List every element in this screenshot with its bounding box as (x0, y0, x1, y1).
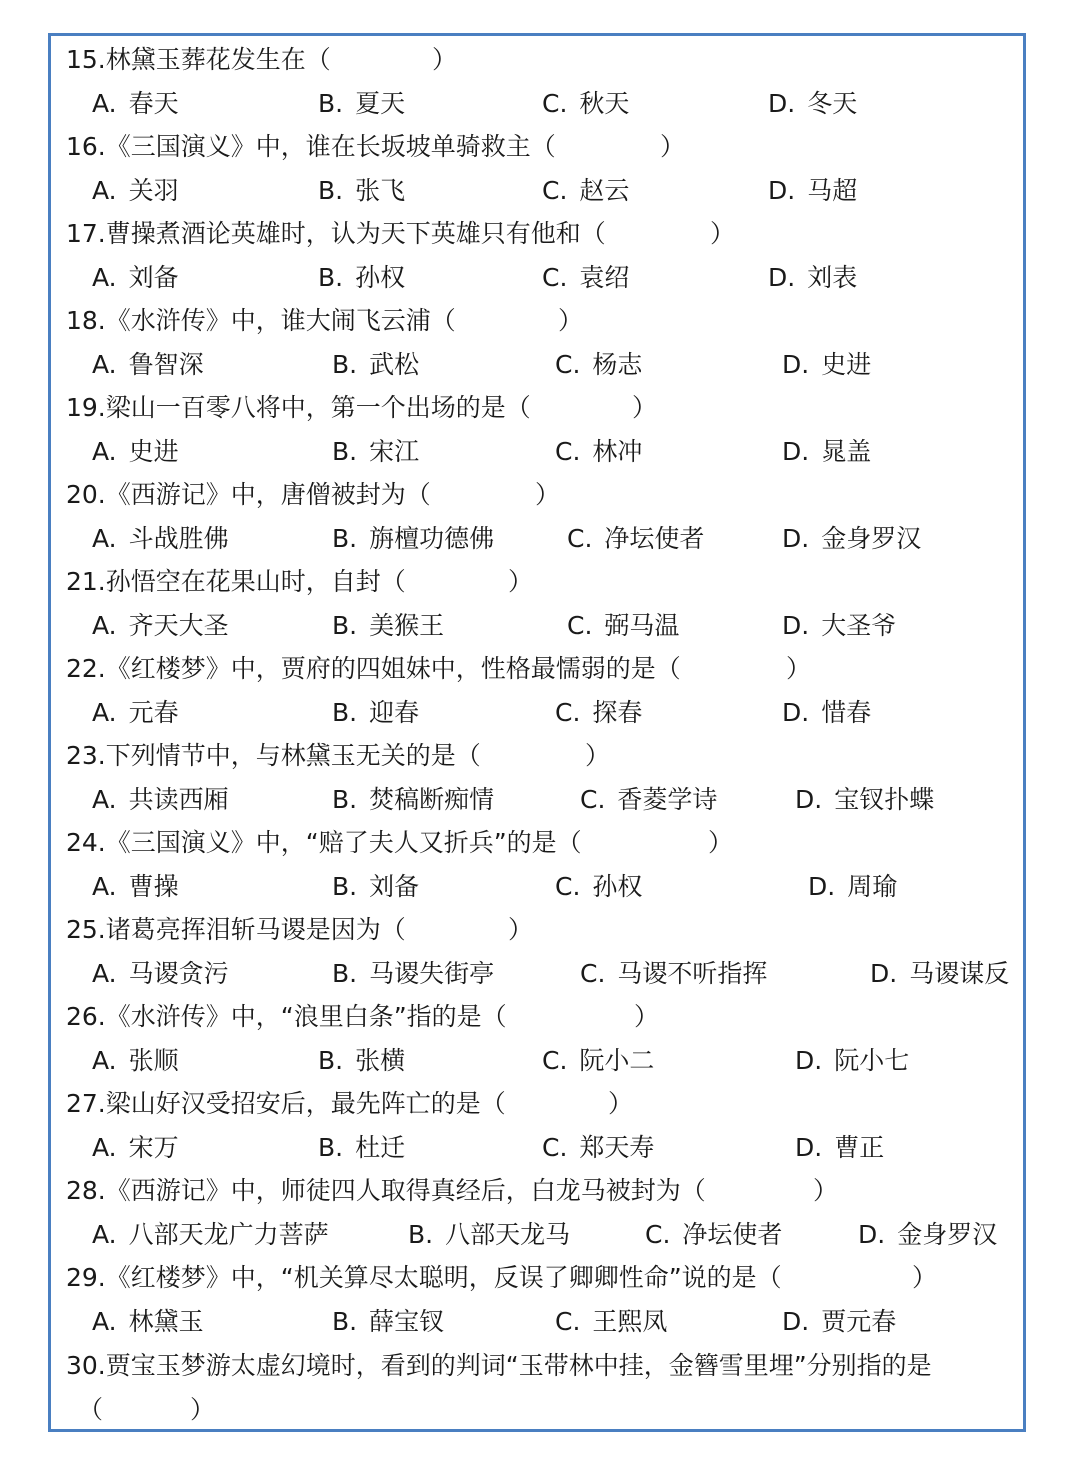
answer-option (332, 696, 419, 730)
option-text: 张顺 (128, 1046, 179, 1075)
option-text: 美猴王 (369, 611, 445, 640)
option-letter: D. (782, 611, 810, 640)
answer-blank-close-paren: ） (432, 45, 458, 74)
answer-option (795, 783, 934, 817)
answer-blank-close-paren: ） (660, 132, 686, 161)
answer-option (542, 261, 629, 295)
option-letter: A. (92, 959, 117, 988)
option-text: 焚稿断痴情 (369, 785, 495, 814)
answer-option (555, 435, 642, 469)
answer-option (318, 87, 405, 121)
option-letter: B. (318, 1046, 344, 1075)
option-letter: A. (92, 1133, 117, 1162)
answer-option (580, 783, 717, 817)
answer-option (542, 1044, 654, 1078)
option-text: 马谡失街亭 (369, 959, 495, 988)
option-letter: C. (555, 350, 581, 379)
option-letter: B. (332, 698, 358, 727)
answer-option (92, 870, 179, 904)
answer-option (332, 435, 419, 469)
question-number: 20. (66, 480, 106, 509)
answer-option (782, 522, 921, 556)
answer-blank-close-paren: ） (786, 654, 812, 683)
option-letter: A. (92, 350, 117, 379)
option-letter: D. (768, 263, 796, 292)
option-letter: A. (92, 1220, 117, 1249)
option-text: 宋江 (369, 437, 420, 466)
option-letter: C. (580, 785, 606, 814)
option-letter: C. (555, 698, 581, 727)
question-number: 26. (66, 1002, 106, 1031)
question-text: 《红楼梦》中，贾府的四姐妹中，性格最懦弱的是（ (105, 654, 681, 683)
option-letter: D. (782, 437, 810, 466)
option-letter: C. (555, 1307, 581, 1336)
option-text: 杜迁 (355, 1133, 406, 1162)
question-stem (66, 1261, 782, 1295)
answer-option (795, 1044, 909, 1078)
answer-option (782, 609, 896, 643)
option-letter: B. (318, 89, 344, 118)
option-letter: C. (555, 437, 581, 466)
option-letter: C. (542, 1046, 568, 1075)
option-text: 杨志 (592, 350, 643, 379)
answer-option (782, 348, 871, 382)
question-number: 15. (66, 45, 106, 74)
option-letter: D. (858, 1220, 886, 1249)
option-text: 刘备 (128, 263, 179, 292)
answer-option (580, 957, 767, 991)
answer-option (768, 174, 857, 208)
question-number: 29. (66, 1263, 106, 1292)
question-stem (66, 913, 406, 947)
answer-option (92, 522, 229, 556)
question-text: 《红楼梦》中，“机关算尽太聪明，反误了卿卿性命”说的是（ (105, 1263, 782, 1292)
question-text: 林黛玉葬花发生在（ (105, 45, 331, 74)
option-text: 孙权 (592, 872, 643, 901)
option-text: 金身罗汉 (821, 524, 922, 553)
option-letter: C. (645, 1220, 671, 1249)
question-number: 16. (66, 132, 106, 161)
question-text: 《三国演义》中，谁在长坂坡单骑救主（ (105, 132, 556, 161)
option-letter: D. (808, 872, 836, 901)
question-stem (66, 1000, 507, 1034)
answer-option (92, 261, 179, 295)
option-text: 史进 (128, 437, 179, 466)
option-letter: B. (318, 263, 344, 292)
question-stem (66, 304, 456, 338)
option-letter: C. (555, 872, 581, 901)
option-text: 曹操 (128, 872, 179, 901)
answer-option (782, 435, 871, 469)
option-letter: B. (332, 1307, 358, 1336)
answer-option (555, 1305, 667, 1339)
answer-option (92, 174, 179, 208)
answer-option (92, 1044, 179, 1078)
question-stem (66, 739, 481, 773)
option-text: 张横 (355, 1046, 406, 1075)
answer-option (567, 609, 679, 643)
answer-option (332, 609, 444, 643)
option-letter: B. (332, 524, 358, 553)
option-letter: C. (542, 1133, 568, 1162)
answer-blank-close-paren: ） (632, 393, 658, 422)
answer-option (92, 87, 179, 121)
answer-option (332, 1305, 444, 1339)
option-letter: A. (92, 872, 117, 901)
option-letter: A. (92, 437, 117, 466)
option-text: 夏天 (355, 89, 406, 118)
question-number: 24. (66, 828, 106, 857)
option-text: 迎春 (369, 698, 420, 727)
option-letter: D. (870, 959, 898, 988)
option-text: 齐天大圣 (128, 611, 229, 640)
option-text: 阮小七 (834, 1046, 910, 1075)
option-text: 鲁智深 (128, 350, 204, 379)
option-letter: B. (332, 437, 358, 466)
option-letter: C. (542, 176, 568, 205)
option-letter: B. (332, 872, 358, 901)
answer-option (645, 1218, 782, 1252)
option-letter: A. (92, 698, 117, 727)
question-number: 27. (66, 1089, 106, 1118)
option-letter: B. (332, 350, 358, 379)
option-letter: A. (92, 263, 117, 292)
answer-option (542, 87, 629, 121)
option-text: 赵云 (579, 176, 630, 205)
answer-option (808, 870, 897, 904)
question-stem (66, 130, 556, 164)
option-text: 春天 (128, 89, 179, 118)
option-text: 孙权 (355, 263, 406, 292)
option-text: 武松 (369, 350, 420, 379)
answer-option (555, 348, 642, 382)
option-text: 宝钗扑蝶 (834, 785, 935, 814)
answer-option (332, 522, 494, 556)
option-text: 净坛使者 (604, 524, 705, 553)
answer-option (542, 174, 629, 208)
option-text: 八部天龙马 (445, 1220, 571, 1249)
option-letter: C. (580, 959, 606, 988)
option-letter: D. (768, 176, 796, 205)
option-text: 旃檀功德佛 (369, 524, 495, 553)
option-text: 秋天 (579, 89, 630, 118)
question-stem (66, 826, 582, 860)
option-text: 马谡贪污 (128, 959, 229, 988)
question-stem (66, 43, 331, 77)
option-letter: D. (782, 1307, 810, 1336)
option-text: 曹正 (834, 1133, 885, 1162)
question-text: 下列情节中，与林黛玉无关的是（ (105, 741, 481, 770)
option-text: 元春 (128, 698, 179, 727)
answer-option (92, 696, 179, 730)
answer-option (858, 1218, 997, 1252)
option-letter: B. (332, 611, 358, 640)
question-number: 22. (66, 654, 106, 683)
answer-option (542, 1131, 654, 1165)
option-text: 八部天龙广力菩萨 (128, 1220, 329, 1249)
answer-option (555, 870, 642, 904)
option-text: 马超 (807, 176, 858, 205)
option-letter: A. (92, 1046, 117, 1075)
option-text: 刘备 (369, 872, 420, 901)
question-text: 《水浒传》中，谁大闹飞云浦（ (105, 306, 456, 335)
answer-option (332, 783, 494, 817)
answer-option (555, 696, 642, 730)
question-text: 《西游记》中，师徒四人取得真经后，白龙马被封为（ (105, 1176, 706, 1205)
answer-option (567, 522, 704, 556)
option-letter: D. (782, 698, 810, 727)
option-letter: C. (542, 89, 568, 118)
option-letter: A. (92, 89, 117, 118)
answer-blank-close-paren: ） (508, 567, 534, 596)
option-text: 冬天 (807, 89, 858, 118)
question-text: 梁山一百零八将中，第一个出场的是（ (105, 393, 531, 422)
answer-option (318, 1131, 405, 1165)
option-letter: B. (332, 785, 358, 814)
option-letter: A. (92, 524, 117, 553)
option-text: 周瑜 (847, 872, 898, 901)
answer-option (332, 957, 494, 991)
question-stem (66, 652, 681, 686)
question-number: 25. (66, 915, 106, 944)
option-text: 斗战胜佛 (128, 524, 229, 553)
answer-blank-close-paren: ） (634, 1002, 660, 1031)
option-letter: B. (318, 176, 344, 205)
option-letter: A. (92, 176, 117, 205)
question-stem (66, 1087, 506, 1121)
answer-blank-close-paren: ） (912, 1263, 938, 1292)
question-text: 《三国演义》中，“赔了夫人又折兵”的是（ (105, 828, 582, 857)
answer-blank-close-paren: ） (535, 480, 561, 509)
question-stem (66, 565, 406, 599)
option-text: 阮小二 (579, 1046, 655, 1075)
question-text: 诸葛亮挥泪斩马谡是因为（ (105, 915, 406, 944)
answer-option (92, 1305, 204, 1339)
option-letter: C. (567, 524, 593, 553)
option-text: 贾元春 (821, 1307, 897, 1336)
question-30-open-paren: （ (78, 1395, 104, 1424)
question-30-stem: 30.贾宝玉梦游太虚幻境时，看到的判词“玉带林中挂，金簪雪里埋”分别指的是 (66, 1351, 932, 1380)
option-letter: D. (782, 524, 810, 553)
answer-option (332, 348, 419, 382)
option-text: 弼马温 (604, 611, 680, 640)
question-number: 21. (66, 567, 106, 596)
answer-blank-close-paren: ） (710, 219, 736, 248)
option-text: 马谡谋反 (909, 959, 1010, 988)
option-text: 净坛使者 (682, 1220, 783, 1249)
option-text: 金身罗汉 (897, 1220, 998, 1249)
question-number: 19. (66, 393, 106, 422)
option-text: 共读西厢 (128, 785, 229, 814)
answer-option (870, 957, 1009, 991)
question-number: 23. (66, 741, 106, 770)
answer-option (782, 1305, 896, 1339)
answer-option (92, 348, 204, 382)
question-stem (66, 478, 431, 512)
question-text: 曹操煮酒论英雄时，认为天下英雄只有他和（ (105, 219, 606, 248)
option-text: 晁盖 (821, 437, 872, 466)
answer-option (768, 261, 857, 295)
answer-blank-close-paren: ） (813, 1176, 839, 1205)
option-text: 关羽 (128, 176, 179, 205)
question-number: 28. (66, 1176, 106, 1205)
question-text: 《西游记》中，唐僧被封为（ (105, 480, 431, 509)
question-text: 《水浒传》中，“浪里白条”指的是（ (105, 1002, 507, 1031)
question-stem (66, 391, 531, 425)
option-text: 史进 (821, 350, 872, 379)
answer-option (768, 87, 857, 121)
option-text: 香菱学诗 (617, 785, 718, 814)
option-letter: B. (318, 1133, 344, 1162)
option-letter: D. (768, 89, 796, 118)
answer-option (92, 957, 229, 991)
option-text: 郑天寿 (579, 1133, 655, 1162)
option-text: 宋万 (128, 1133, 179, 1162)
question-stem (66, 1174, 706, 1208)
option-text: 薛宝钗 (369, 1307, 445, 1336)
answer-option (782, 696, 871, 730)
option-letter: B. (332, 959, 358, 988)
option-letter: C. (567, 611, 593, 640)
question-text: 孙悟空在花果山时，自封（ (105, 567, 406, 596)
answer-blank-close-paren: ） (608, 1089, 634, 1118)
option-letter: A. (92, 1307, 117, 1336)
answer-blank-close-paren: ） (508, 915, 534, 944)
option-letter: A. (92, 785, 117, 814)
option-text: 林黛玉 (128, 1307, 204, 1336)
answer-option (92, 1218, 329, 1252)
question-number: 17. (66, 219, 106, 248)
question-30-close-paren: ） (190, 1395, 216, 1424)
option-text: 袁绍 (579, 263, 630, 292)
answer-option (795, 1131, 884, 1165)
answer-blank-close-paren: ） (558, 306, 584, 335)
answer-blank-close-paren: ） (708, 828, 734, 857)
answer-option (92, 609, 229, 643)
option-letter: B. (408, 1220, 434, 1249)
answer-option (318, 261, 405, 295)
option-text: 林冲 (592, 437, 643, 466)
option-text: 探春 (592, 698, 643, 727)
answer-option (92, 435, 179, 469)
answer-option (332, 870, 419, 904)
option-text: 马谡不听指挥 (617, 959, 768, 988)
answer-option (408, 1218, 570, 1252)
answer-blank-close-paren: ） (585, 741, 611, 770)
option-letter: A. (92, 611, 117, 640)
option-letter: D. (795, 1046, 823, 1075)
question-number: 18. (66, 306, 106, 335)
option-letter: D. (795, 1133, 823, 1162)
answer-option (318, 1044, 405, 1078)
option-letter: D. (782, 350, 810, 379)
option-text: 张飞 (355, 176, 406, 205)
question-text: 梁山好汉受招安后，最先阵亡的是（ (105, 1089, 506, 1118)
option-text: 刘表 (807, 263, 858, 292)
question-stem (66, 217, 606, 251)
option-text: 大圣爷 (821, 611, 897, 640)
answer-option (92, 1131, 179, 1165)
answer-option (92, 783, 229, 817)
answer-option (318, 174, 405, 208)
option-letter: D. (795, 785, 823, 814)
option-text: 王熙凤 (592, 1307, 668, 1336)
option-text: 惜春 (821, 698, 872, 727)
option-letter: C. (542, 263, 568, 292)
